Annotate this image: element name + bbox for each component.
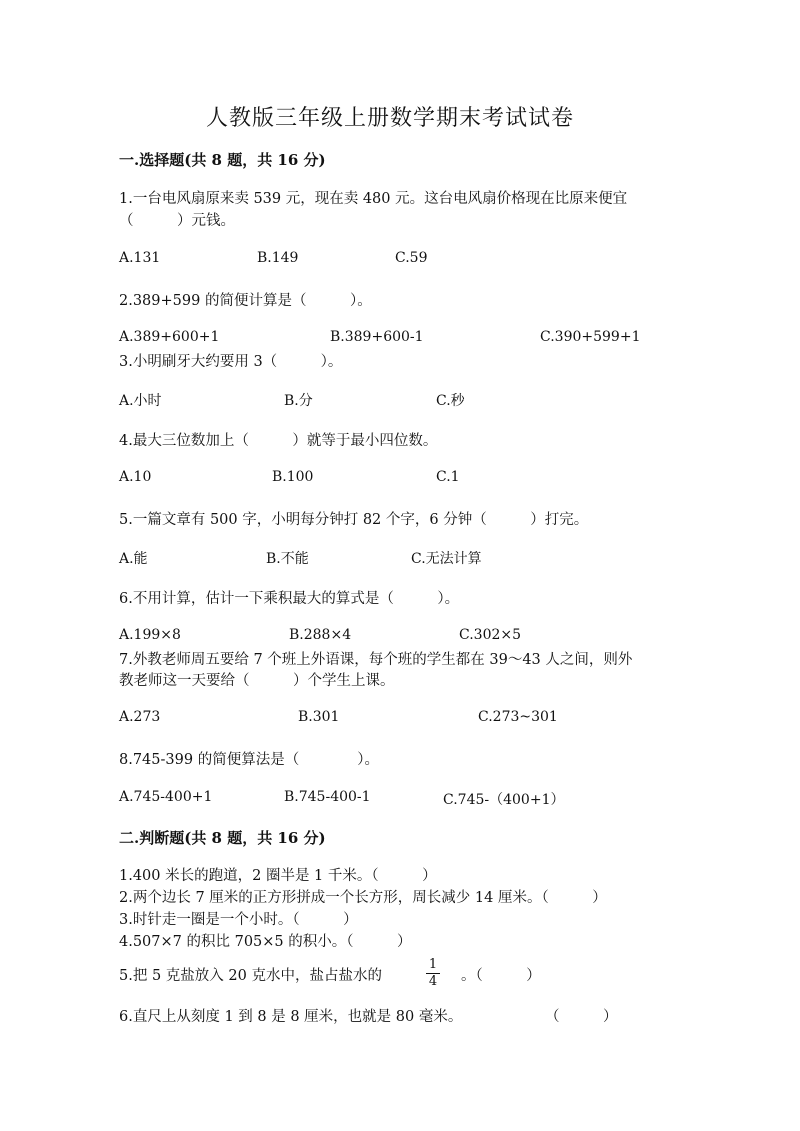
option-c: C.59 [395, 250, 428, 266]
option-b: B.分 [284, 393, 313, 409]
option-c: C.无法计算 [411, 551, 482, 567]
question-text: 4.最大三位数加上（ ）就等于最小四位数。 [119, 433, 438, 449]
statement-text: 5.把 5 克盐放入 20 克水中，盐占盐水的 [119, 968, 382, 984]
statement-text: 2.两个边长 7 厘米的正方形拼成一个长方形，周长减少 14 厘米。（ ） [119, 890, 607, 906]
option-c: C.390+599+1 [540, 329, 641, 345]
question-text: 6.不用计算，估计一下乘积最大的算式是（ ）。 [119, 591, 460, 607]
option-a: A.131 [119, 250, 161, 266]
option-a: A.389+600+1 [119, 329, 220, 345]
statement-text: 4.507×7 的积比 705×5 的积小。（ ） [119, 934, 412, 950]
option-a: A.小时 [119, 393, 162, 409]
option-b: B.389+600-1 [330, 329, 424, 345]
option-c: C.秒 [436, 393, 465, 409]
option-b: B.745-400-1 [284, 789, 371, 805]
question-text: 2.389+599 的简便计算是（ ）。 [119, 293, 372, 309]
option-a: A.273 [119, 709, 161, 725]
option-b: B.301 [298, 709, 340, 725]
section-heading-choice: 一.选择题(共 8 题，共 16 分) [119, 151, 326, 169]
page-title: 人教版三年级上册数学期末考试试卷 [206, 106, 575, 131]
question-text: 1.一台电风扇原来卖 539 元，现在卖 480 元。这台电风扇价格现在比原来便宜 [119, 191, 628, 207]
option-a: A.10 [119, 469, 152, 485]
question-text: （ ）元钱。 [119, 213, 235, 229]
fraction [426, 958, 440, 989]
option-b: B.不能 [266, 551, 309, 567]
option-b: B.288×4 [289, 627, 352, 643]
question-text: 7.外教老师周五要给 7 个班上外语课，每个班的学生都在 39～43 人之间，则外 [119, 652, 633, 668]
option-a: A.能 [119, 551, 148, 567]
statement-text: 3.时针走一圈是一个小时。（ ） [119, 912, 358, 928]
answer-paren: （ ） [545, 1009, 618, 1025]
option-c: C.745-（400+1） [443, 792, 565, 808]
option-a: A.199×8 [119, 627, 181, 643]
question-text: 5.一篇文章有 500 字，小明每分钟打 82 个字，6 分钟（ ）打完。 [119, 512, 589, 528]
question-text: 教老师这一天要给（ ）个学生上课。 [119, 673, 395, 689]
option-c: C.273~301 [478, 709, 558, 725]
option-c: C.302×5 [459, 627, 522, 643]
statement-text: 6.直尺上从刻度 1 到 8 是 8 厘米，也就是 80 毫米。 [119, 1009, 463, 1025]
section-heading-judgement: 二.判断题(共 8 题，共 16 分) [119, 829, 326, 847]
fraction-denominator: 4 [428, 974, 438, 989]
option-b: B.149 [257, 250, 299, 266]
option-c: C.1 [436, 469, 460, 485]
option-a: A.745-400+1 [119, 789, 213, 805]
statement-text: 1.400 米长的跑道，2 圈半是 1 千米。（ ） [119, 868, 437, 884]
question-text: 3.小明刷牙大约要用 3（ ）。 [119, 354, 343, 370]
option-b: B.100 [272, 469, 314, 485]
question-text: 8.745-399 的简便算法是（ ）。 [119, 752, 379, 768]
fraction-numerator: 1 [428, 957, 438, 972]
statement-text: 。（ ） [461, 968, 541, 984]
